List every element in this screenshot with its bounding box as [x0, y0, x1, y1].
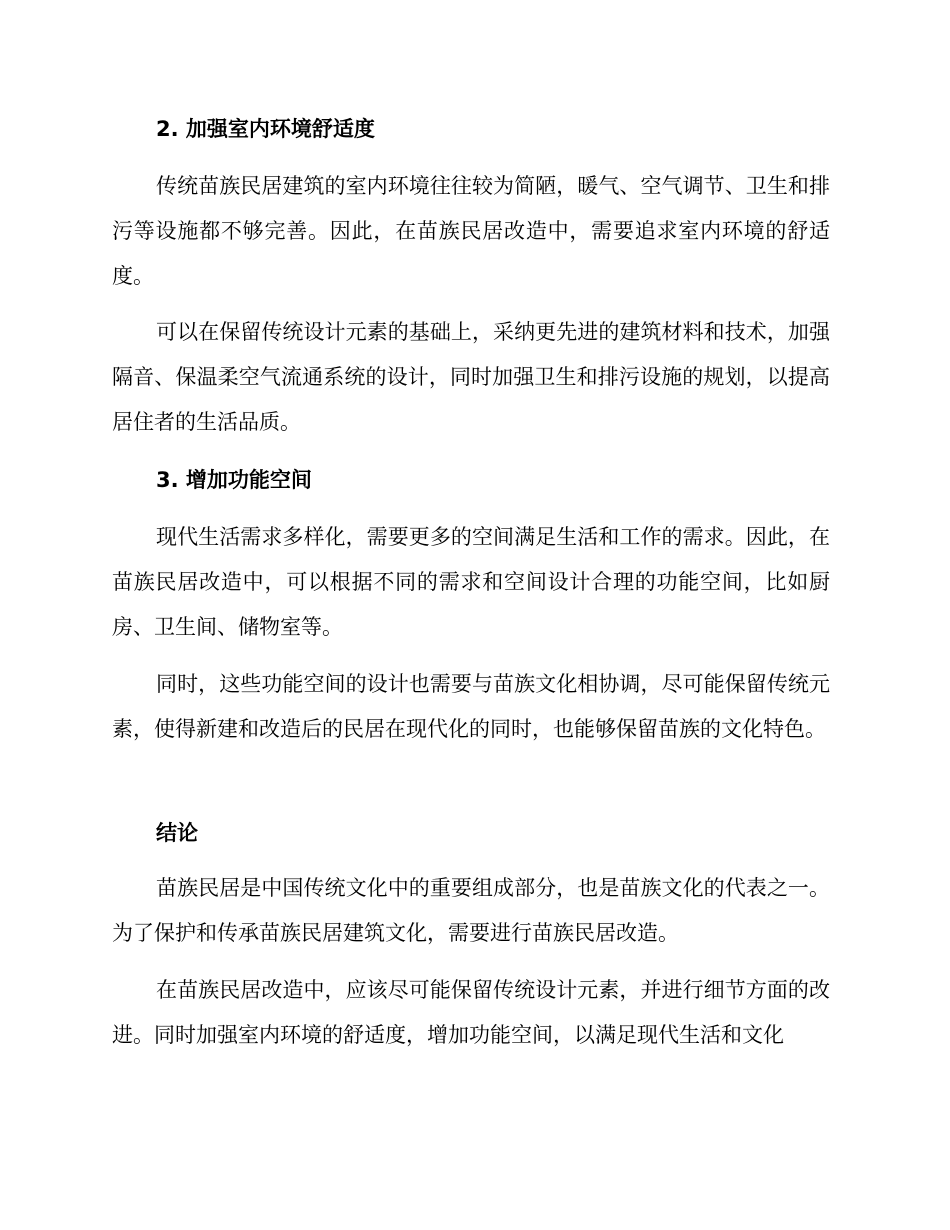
paragraph: 可以在保留传统设计元素的基础上，采纳更先进的建筑材料和技术，加强隔音、保温柔空气流通系统的设计，同时加强卫生和排污设施的规划，以提高居住者的生活品质。 [112, 320, 830, 434]
section-heading-indoor-comfort: 2. 加强室内环境舒适度 [156, 117, 375, 141]
paragraph: 传统苗族民居建筑的室内环境往往较为简陋，暖气、空气调节、卫生和排污等设施都不够完善。因此，在苗族民居改造中，需要追求室内环境的舒适度。 [112, 174, 830, 288]
section-heading-functional-space: 3. 增加功能空间 [156, 468, 312, 492]
paragraph: 同时，这些功能空间的设计也需要与苗族文化相协调，尽可能保留传统元素，使得新建和改造后的民居在现代化的同时，也能够保留苗族的文化特色。 [112, 672, 830, 741]
section-heading-conclusion: 结论 [156, 821, 198, 845]
paragraph: 苗族民居是中国传统文化中的重要组成部分，也是苗族文化的代表之一。为了保护和传承苗族民居建筑文化，需要进行苗族民居改造。 [112, 876, 830, 945]
paragraph: 在苗族民居改造中，应该尽可能保留传统设计元素，并进行细节方面的改进。同时加强室内环境的舒适度，增加功能空间，以满足现代生活和文化 [112, 978, 830, 1047]
paragraph: 现代生活需求多样化，需要更多的空间满足生活和工作的需求。因此，在苗族民居改造中，可以根据不同的需求和空间设计合理的功能空间，比如厨房、卫生间、储物室等。 [112, 525, 830, 639]
